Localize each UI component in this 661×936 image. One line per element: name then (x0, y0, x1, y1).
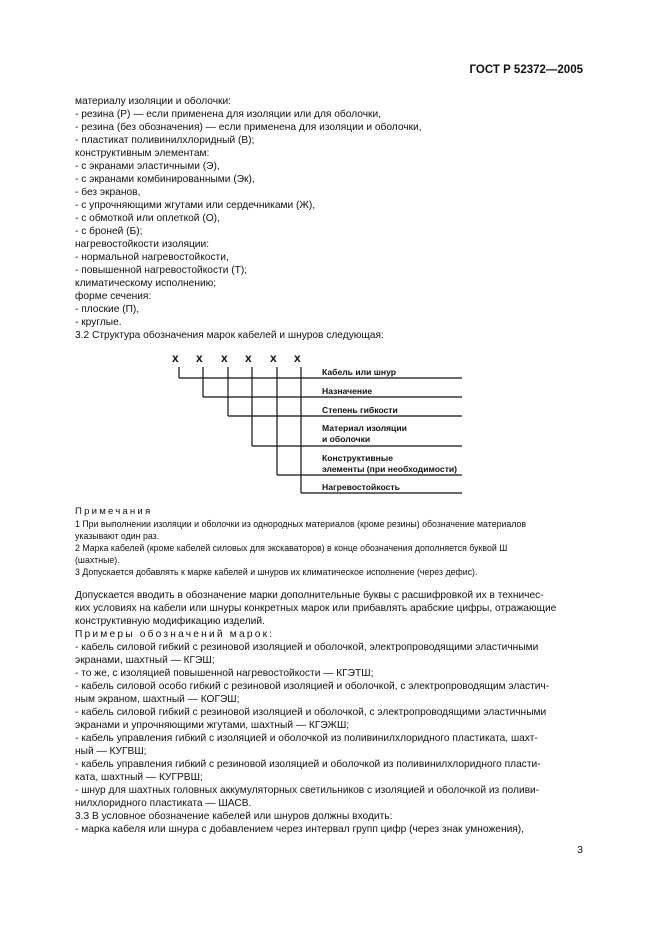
list-line: - резина (без обозначения) — если применена для изоляции и оболочки, (75, 122, 422, 133)
diagram-label-elements: Конструктивные (322, 453, 393, 463)
designation-symbol: х (196, 351, 203, 365)
note-line: 2 Марка кабелей (кроме кабелей силовых для экскаваторов) в конце обозначения дополняется буквой Ш (75, 543, 508, 553)
diagram-label-material: Материал изоляции (322, 423, 407, 433)
list-line: - с упрочняющими жгутами или сердечниками (Ж), (75, 200, 316, 211)
list-line: конструктивным элементам: (75, 148, 210, 159)
section-3-3-heading: 3.3 В условное обозначение кабелей или шнуров должны входить: (75, 811, 393, 822)
list-line: нагревостойкости изоляции: (75, 239, 210, 250)
example-line: - кабель силовой особо гибкий с резиновой изоляцией и оболочкой, с электропроводящим эластич- (75, 681, 550, 692)
section-3-2-heading: 3.2 Структура обозначения марок кабелей и шнуров следующая: (75, 330, 384, 341)
diagram-label-cable: Кабель или шнур (322, 367, 397, 377)
note-3: 3 Допускается добавлять к марке кабелей и шнуров их климатическое исполнение (через дефис). (75, 567, 478, 577)
paragraph-line: конструктивную модификацию изделий. (75, 616, 265, 627)
note-line: 1 При выполнении изоляции и оболочки из однородных материалов (кроме резины) обозначение материалов (75, 519, 527, 529)
list-line: - с экранами эластичными (Э), (75, 161, 220, 172)
list-line: - нормальной нагревостойкости, (75, 252, 229, 263)
notes-block (75, 506, 584, 578)
list-line: климатическому исполнению; (75, 278, 217, 289)
designation-symbol: х (221, 351, 228, 365)
list-line: материалу изоляции и оболочки: (75, 96, 231, 107)
example-line: ката, шахтный — КУГРВШ; (75, 772, 203, 783)
example-line: нилхлоридного пластиката — ШАСВ. (75, 798, 252, 809)
example-line: - кабель силовой гибкий с резиновой изоляцией и оболочкой, с электропроводящими эластичными (75, 707, 547, 718)
note-line: (шахтные). (75, 555, 120, 565)
example-line: экранами, шахтный — КГЭШ; (75, 655, 215, 666)
example-line: - то же, с изоляцией повышенной нагревостойкости — КГЭТШ; (75, 668, 374, 679)
list-line: - с экранами комбинированными (Эк), (75, 174, 255, 185)
diagram-label-purpose: Назначение (322, 386, 373, 396)
example-line: экранами и упрочняющими жгутами, шахтный — КГЭЖШ; (75, 720, 350, 731)
designation-symbol: х (172, 351, 179, 365)
list-line: - без экранов, (75, 187, 141, 198)
section-3-3-item: - марка кабеля или шнура с добавлением через интервал групп цифр (через знак умножения), (75, 824, 524, 835)
list-line: - повышенной нагревостойкости (Т); (75, 265, 248, 276)
notes-title: Примечания (75, 506, 153, 517)
diagram-label-elements: элементы (при необходимости) (322, 464, 458, 474)
page-number: 3 (577, 844, 583, 856)
list-line: форме сечения: (75, 291, 152, 302)
designation-symbol: х (294, 351, 301, 365)
paragraph-line: ких условиях на кабели или шнуры конкретных марок или прибавлять арабские цифры, отражающие (75, 603, 557, 614)
list-line: - с броней (Б); (75, 226, 143, 237)
note-line: указывают один раз. (75, 531, 160, 541)
designation-symbol: х (270, 351, 277, 365)
designation-symbol: х (245, 351, 252, 365)
list-line: - резина (Р) — если применена для изоляции или для оболочки, (75, 109, 381, 120)
diagram-label-material: и оболочки (322, 434, 371, 444)
list-line: - с обмоткой или оплеткой (О), (75, 213, 220, 224)
example-line: - кабель силовой гибкий с резиновой изоляцией и оболочкой, электропроводящими эластичными (75, 642, 539, 653)
list-line: - круглые. (75, 317, 122, 328)
example-line: - шнур для шахтных головных аккумуляторных светильников с изоляцией и оболочкой из поливи- (75, 785, 540, 796)
diagram-label-heat-resistance: Нагревостойкость (322, 482, 400, 492)
example-line: - кабель управления гибкий с резиновой изоляцией и оболочкой из поливинилхлоридного пласти- (75, 759, 541, 770)
note-1 (75, 518, 584, 542)
list-line: - плоские (П), (75, 304, 140, 315)
list-line: - пластикат поливинилхлоридный (В); (75, 135, 255, 146)
example-line: - кабель управления гибкий с изоляцией и оболочкой из поливинилхлоридного пластиката, шахт- (75, 733, 538, 744)
note-2 (75, 542, 584, 566)
document-header: ГОСТ Р 52372—2005 (469, 64, 583, 76)
paragraph-line: Допускается вводить в обозначение марки дополнительные буквы с расшифровкой их в техничес- (75, 590, 544, 601)
diagram-label-flexibility: Степень гибкости (322, 405, 398, 415)
example-line: ный — КУГВШ; (75, 746, 147, 757)
examples-title: Примеры обозначений марок: (75, 629, 275, 640)
body-text (75, 589, 584, 836)
example-line: ным экраном, шахтный — КОГЭШ; (75, 694, 240, 705)
